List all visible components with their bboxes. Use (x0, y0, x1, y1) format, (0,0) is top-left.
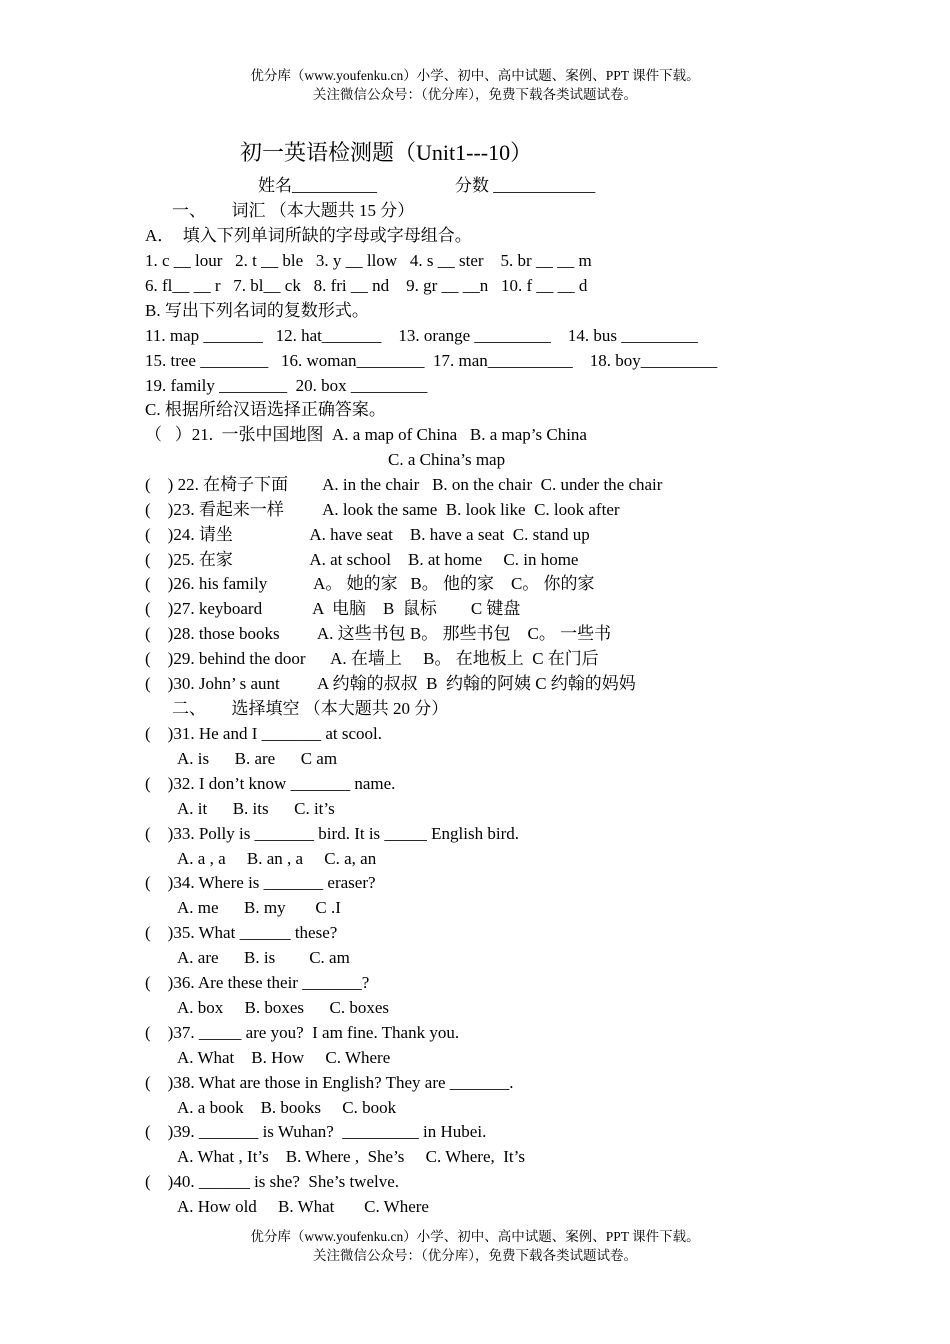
question-32-options: A. it B. its C. it’s (177, 799, 335, 818)
question-22: ( ) 22. 在椅子下面 A. in the chair B. on the chair C. under the chair (145, 475, 663, 494)
question-38: ( )38. What are those in English? They are _______. (145, 1073, 514, 1092)
page-footer-line-2: 关注微信公众号：（优分库），免费下载各类试题试卷。 (313, 1248, 637, 1263)
question-35-options: A. are B. is C. am (177, 948, 350, 967)
question-21: （ ）21. 一张中国地图 A. a map of China B. a map’s China (145, 425, 587, 444)
question-37: ( )37. _____ are you? I am fine. Thank you. (145, 1023, 460, 1042)
question-21-option-c: C. a China’s map (388, 450, 506, 469)
question-33-options: A. a , a B. an , a C. a, an (177, 849, 377, 868)
question-40-options: A. How old B. What C. Where (177, 1197, 429, 1216)
question-39-options: A. What , It’s B. Where , She’s C. Where, It’s (177, 1147, 525, 1166)
score-field: 分数 ____________ (455, 176, 596, 195)
part-a-line-2: 6. fl__ __ r 7. bl__ ck 8. fri __ nd 9. gr __ __n 10. f __ __ d (145, 276, 588, 295)
page-footer-line-1: 优分库（www.youfenku.cn）小学、初中、高中试题、案例、PPT 课件下载。 (250, 1229, 700, 1244)
name-field: 姓名__________ (258, 176, 377, 195)
question-34-options: A. me B. my C .I (177, 898, 341, 917)
question-23: ( )23. 看起来一样 A. look the same B. look like C. look after (145, 500, 620, 519)
part-a-instruction: A． 填入下列单词所缺的字母或字母组合。 (145, 226, 472, 245)
question-31-options: A. is B. are C am (177, 749, 338, 768)
question-36-options: A. box B. boxes C. boxes (177, 998, 390, 1017)
part-a-line-1: 1. c __ lour 2. t __ ble 3. y __ llow 4. s __ ster 5. br __ __ m (145, 251, 592, 270)
question-33: ( )33. Polly is _______ bird. It is _____ English bird. (145, 824, 519, 843)
section-1-heading: 一、 词汇 （本大题共 15 分） (172, 201, 415, 220)
question-36: ( )36. Are these their _______? (145, 973, 370, 992)
section-2-heading: 二、 选择填空 （本大题共 20 分） (172, 699, 449, 718)
question-24: ( )24. 请坐 A. have seat B. have a seat C. stand up (145, 525, 590, 544)
page-title: 初一英语检测题（Unit1---10） (240, 140, 533, 165)
question-29: ( )29. behind the door A. 在墙上 B。 在地板上 C 在门后 (145, 649, 599, 668)
question-27: ( )27. keyboard A 电脑 B 鼠标 C 键盘 (145, 599, 521, 618)
part-b-instruction: B. 写出下列名词的复数形式。 (145, 301, 369, 320)
question-35: ( )35. What ______ these? (145, 923, 338, 942)
part-b-line-1: 11. map _______ 12. hat_______ 13. orange _________ 14. bus _________ (145, 326, 698, 345)
question-31: ( )31. He and I _______ at scool. (145, 724, 383, 743)
page-header-line-1: 优分库（www.youfenku.cn）小学、初中、高中试题、案例、PPT 课件下载。 (250, 68, 700, 83)
question-25: ( )25. 在家 A. at school B. at home C. in home (145, 550, 579, 569)
part-b-line-3: 19. family ________ 20. box _________ (145, 376, 428, 395)
question-38-options: A. a book B. books C. book (177, 1098, 397, 1117)
part-b-line-2: 15. tree ________ 16. woman________ 17. man__________ 18. boy_________ (145, 351, 718, 370)
part-c-instruction: C. 根据所给汉语选择正确答案。 (145, 400, 386, 419)
question-39: ( )39. _______ is Wuhan? _________ in Hubei. (145, 1122, 487, 1141)
question-40: ( )40. ______ is she? She’s twelve. (145, 1172, 400, 1191)
question-30: ( )30. John’ s aunt A 约翰的叔叔 B 约翰的阿姨 C 约翰的妈妈 (145, 674, 636, 693)
question-26: ( )26. his family A。 她的家 B。 他的家 C。 你的家 (145, 574, 595, 593)
question-32: ( )32. I don’t know _______ name. (145, 774, 396, 793)
page-header-line-2: 关注微信公众号：（优分库），免费下载各类试题试卷。 (313, 87, 637, 102)
question-34: ( )34. Where is _______ eraser? (145, 873, 376, 892)
question-37-options: A. What B. How C. Where (177, 1048, 391, 1067)
question-28: ( )28. those books A. 这些书包 B。 那些书包 C。 一些书 (145, 624, 612, 643)
